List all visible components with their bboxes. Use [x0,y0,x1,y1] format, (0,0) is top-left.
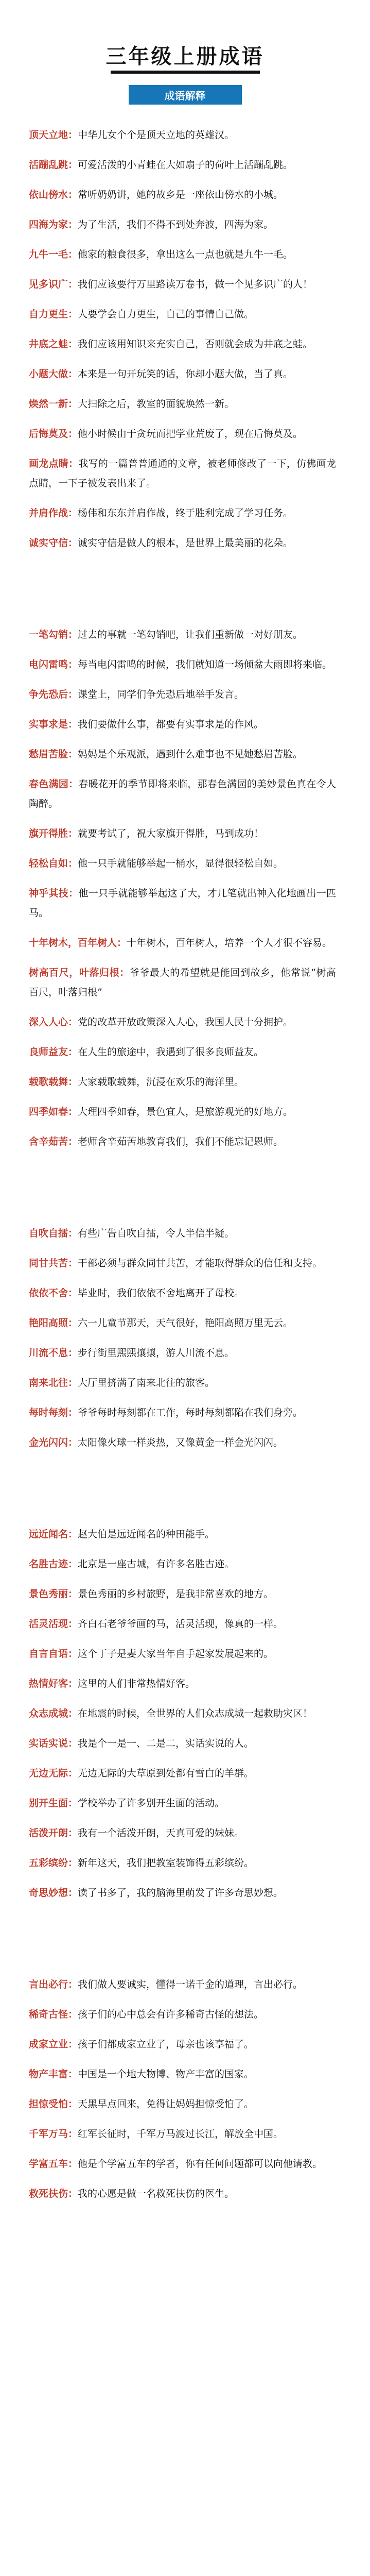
idiom-colon: ： [68,159,78,171]
idiom-definition: 春暖花开的季节即将来临，那春色满园的美妙景色真在令人陶醉。 [29,778,336,809]
idiom-term: 一笔勾销 [29,629,68,640]
idiom-term: 春色满园 [29,778,69,790]
idiom-item [29,1853,336,1873]
idiom-definition: 每当电闪雷鸣的时候，我们就知道一场倾盆大雨即将来临。 [78,659,332,670]
idiom-term: 四季如春 [29,1106,68,1117]
idiom-colon: ： [68,888,79,899]
idiom-definition: 我们应该用知识来充实自己，否则就会成为井底之蛙。 [78,338,313,350]
idiom-term: 活蹦乱跳 [29,159,68,171]
idiom-definition: 中华儿女个个是顶天立地的英雄汉。 [78,129,235,141]
idiom-colon: ： [68,428,78,439]
idiom-colon: ： [68,1648,78,1659]
idiom-definition: 这里的人们非常热情好客。 [78,1678,196,1689]
idiom-item [29,1102,336,1122]
idiom-colon: ： [68,1708,78,1719]
idiom-term: 五彩缤纷 [29,1857,68,1869]
idiom-item [29,1403,336,1422]
idiom-item [29,715,336,734]
idiom-item [29,1554,336,1574]
idiom-item [29,2035,336,2054]
idiom-item [29,125,336,145]
idiom-item [29,963,336,1002]
idiom-item [29,2005,336,2024]
idiom-term: 川流不息 [29,1347,68,1359]
idiom-definition: 天黑早点回来，免得让妈妈担惊受怕了。 [78,2098,254,2110]
idiom-colon: ： [68,1827,78,1839]
idiom-item [29,824,336,843]
idiom-colon: ： [68,828,78,839]
idiom-colon: ： [68,1529,78,1540]
idiom-colon: ： [68,1588,78,1600]
idiom-colon: ： [68,1106,78,1117]
idiom-definition: 他家的粮食很多，拿出这么一点也就是九牛一毛。 [78,249,293,260]
idiom-colon: ： [68,1798,78,1809]
idiom-colon: ： [68,338,78,350]
idiom-item [29,1883,336,1903]
idiom-item [29,1704,336,1723]
idiom-term: 同甘共苦 [29,1258,68,1269]
idiom-term: 千军万马 [29,2128,68,2140]
idiom-term: 担惊受怕 [29,2098,68,2110]
idiom-item [29,1975,336,1994]
idiom-colon: ： [68,507,78,519]
idiom-term: 实事求是 [29,719,68,730]
idiom-item [29,503,336,523]
idiom-colon: ： [68,458,79,469]
idiom-colon: ： [68,537,78,549]
idiom-term: 见多识广 [29,279,68,290]
group-gap [29,1913,336,1975]
idiom-colon: ： [68,2128,78,2140]
idiom-colon: ： [68,368,78,380]
idiom-colon: ： [68,2158,78,2170]
idiom-definition: 诚实守信是做人的根本，是世界上最美丽的花朵。 [78,537,293,549]
idiom-item [29,275,336,294]
idiom-item [29,533,336,553]
idiom-term: 画龙点睛 [29,458,69,469]
idiom-term: 轻松自如 [29,858,68,869]
idiom-colon: ： [68,398,78,410]
idiom-term: 别开生面 [29,1798,68,1809]
idiom-item [29,655,336,674]
idiom-colon: ： [68,1768,78,1779]
idiom-definition: 我是个一是一、二是二，实话实说的人。 [78,1738,254,1749]
idiom-term: 九牛一毛 [29,249,68,260]
idiom-definition: 大厅里挤满了南来北往的旅客。 [78,1377,215,1388]
idiom-definition: 人要学会自力更生，自己的事情自己做。 [78,309,254,320]
idiom-term: 载歌载舞 [29,1076,68,1088]
idiom-item [29,774,336,814]
idiom-definition: 十年树木，百年树人，培养一个人才很不容易。 [127,937,332,948]
idiom-colon: ： [68,858,78,869]
idiom-definition: 这个丁子是妻大家当年自手起家发展起来的。 [78,1648,274,1659]
idiom-term: 依山傍水 [29,189,68,200]
group-gap [29,563,336,625]
idiom-colon: ： [117,937,127,948]
idiom-definition: 学校举办了许多别开生面的活动。 [78,1798,225,1809]
page-title: 三年级上册成语 [105,45,265,69]
idiom-colon: ： [68,778,79,790]
idiom-colon: ： [68,1407,78,1418]
idiom-item [29,1313,336,1333]
idiom-definition: 在地震的时候，全世界的人们众志成城一起救助灾区！ [78,1708,313,1719]
idiom-definition: 他小时候由于贪玩而把学业荒废了，现在后悔莫及。 [78,428,303,439]
idiom-colon: ： [68,129,78,141]
idiom-definition: 赵大伯是远近闻名的种田能手。 [78,1529,215,1540]
idiom-item [29,215,336,234]
idiom-item [29,304,336,324]
idiom-definition: 红军长征时，千军万马渡过长江，解放全中国。 [78,2128,284,2140]
idiom-colon: ： [119,967,130,978]
idiom-definition: 六一儿童节那天，天气很好，艳阳高照万里无云。 [78,1317,293,1329]
idiom-term: 电闪雷鸣 [29,659,68,670]
idiom-definition: 他一只手就能够举起一桶水，显得很轻松自如。 [78,858,284,869]
idiom-item [29,1644,336,1664]
idiom-term: 旗开得胜 [29,828,68,839]
idiom-item [29,884,336,923]
idiom-item [29,454,336,493]
idiom-colon: ： [68,659,78,670]
section-banner: 成语解释 [129,85,242,105]
idiom-colon: ： [68,2039,78,2050]
idiom-item [29,1734,336,1753]
idiom-item [29,424,336,444]
group-gap [29,1162,336,1224]
idiom-term: 诚实守信 [29,537,68,549]
idiom-term: 远近闻名 [29,1529,68,1540]
idiom-term: 含辛茹苦 [29,1136,68,1147]
idiom-definition: 无边无际的大草原到处都有雪白的羊群。 [78,1768,254,1779]
idiom-item [29,185,336,205]
idiom-definition: 课堂上，同学们争先恐后地举手发言。 [78,689,244,700]
idiom-colon: ： [68,2069,78,2080]
idiom-colon: ： [68,1076,78,1088]
idiom-term: 四海为家 [29,219,68,230]
idiom-colon: ： [68,1979,78,1990]
idiom-colon: ： [68,1228,78,1239]
idiom-item [29,394,336,414]
idiom-colon: ： [68,1618,78,1630]
idiom-list [29,125,336,2204]
idiom-term: 南来北往 [29,1377,68,1388]
idiom-definition: 大理四季如春，景色宜人，是旅游观光的好地方。 [78,1106,293,1117]
idiom-term: 景色秀丽 [29,1588,68,1600]
idiom-item [29,1343,336,1363]
idiom-item [29,1373,336,1393]
idiom-colon: ： [68,279,78,290]
idiom-definition: 本来是一句开玩笑的话，你却小题大做，当了真。 [78,368,293,380]
idiom-definition: 他是个学富五车的学者，你有任何问题都可以向他请教。 [78,2158,323,2170]
idiom-definition: 在人生的旅途中，我遇到了很多良师益友。 [78,1046,264,1058]
idiom-term: 学富五车 [29,2158,68,2170]
idiom-definition: 杨伟和东东并肩作战，终于胜利完成了学习任务。 [78,507,293,519]
idiom-term: 小题大做 [29,368,68,380]
idiom-term: 后悔莫及 [29,428,68,439]
title-underline [111,71,260,74]
idiom-item [29,685,336,704]
idiom-definition: 中国是一个地大物博、物产丰富的国家。 [78,2069,254,2080]
idiom-colon: ： [68,1317,78,1329]
idiom-term: 焕然一新 [29,398,68,410]
idiom-term: 成家立业 [29,2039,68,2050]
idiom-definition: 齐白石老爷爷画的马，活灵活现，像真的一样。 [78,1618,284,1630]
idiom-term: 争先恐后 [29,689,68,700]
idiom-colon: ： [68,1287,78,1299]
idiom-definition: 北京是一座古城，有许多名胜古迹。 [78,1558,235,1570]
idiom-item [29,1793,336,1813]
idiom-definition: 孩子们都成家立业了，母亲也该享福了。 [78,2039,254,2050]
idiom-item [29,155,336,175]
idiom-definition: 毕业时，我们依依不舍地离开了母校。 [78,1287,244,1299]
idiom-term: 活灵活现 [29,1618,68,1630]
idiom-definition: 新年这天，我们把教室装饰得五彩缤纷。 [78,1857,254,1869]
idiom-item [29,1674,336,1693]
idiom-colon: ： [68,2188,78,2199]
idiom-definition: 妈妈是个乐观派，遇到什么难事也不见她愁眉苦脸。 [78,749,303,760]
idiom-definition: 党的改革开放政策深入人心，我国人民十分拥护。 [78,1016,293,1028]
idiom-term: 自吹自擂 [29,1228,68,1239]
idiom-term: 自力更生 [29,309,68,320]
idiom-colon: ： [68,749,78,760]
idiom-colon: ： [68,1136,78,1147]
idiom-item [29,1433,336,1452]
idiom-definition: 我的心愿是做一名救死扶伤的医生。 [78,2188,235,2199]
idiom-definition: 爷爷每时每刻都在工作，每时每刻都陷在我们身旁。 [78,1407,303,1418]
idiom-term: 稀奇古怪 [29,2009,68,2020]
idiom-colon: ： [68,2098,78,2110]
idiom-colon: ： [68,189,78,200]
idiom-colon: ： [68,629,78,640]
idiom-item [29,2094,336,2114]
idiom-term: 奇思妙想 [29,1887,68,1899]
idiom-item [29,854,336,873]
idiom-colon: ： [68,1016,78,1028]
idiom-term: 愁眉苦脸 [29,749,68,760]
idiom-definition: 太阳像火球一样炎热，又像黄金一样金光闪闪。 [78,1437,284,1448]
idiom-colon: ： [68,719,78,730]
idiom-item [29,1224,336,1243]
idiom-definition: 老师含辛茹苦地教育我们，我们不能忘记恩师。 [78,1136,284,1147]
idiom-item [29,364,336,384]
idiom-definition: 我们应该要行万里路读万卷书，做一个见多识广的人！ [78,279,313,290]
idiom-term: 实话实说 [29,1738,68,1749]
idiom-definition: 我写的一篇普普通通的文章，被老师修改了一下，仿佛画龙点睛，一下子被发表出来了。 [29,458,336,489]
title-block [0,0,370,105]
idiom-item [29,1764,336,1783]
idiom-definition: 孩子们的心中总会有许多稀奇古怪的想法。 [78,2009,264,2020]
idiom-term: 物产丰富 [29,2069,68,2080]
idiom-definition: 读了书多了，我的脑海里萌发了许多奇思妙想。 [78,1887,284,1899]
idiom-term: 自言自语 [29,1648,68,1659]
idiom-item [29,933,336,953]
idiom-definition: 可爱活泼的小青蛙在大如扇子的荷叶上活蹦乱跳。 [78,159,293,171]
idiom-term: 良师益友 [29,1046,68,1058]
idiom-definition: 我有一个活泼开朗，天真可爱的妹妹。 [78,1827,244,1839]
idiom-item [29,1283,336,1303]
idiom-colon: ： [68,1046,78,1058]
idiom-term: 井底之蛙 [29,338,68,350]
idiom-colon: ： [68,219,78,230]
idiom-term: 救死扶伤 [29,2188,68,2199]
idiom-definition: 步行街里熙熙攘攘，游人川流不息。 [78,1347,235,1359]
idiom-term: 活泼开朗 [29,1827,68,1839]
idiom-definition: 爷爷最大的希望就是能回到故乡，他常说“树高百尺，叶落归根” [29,967,336,998]
idiom-item [29,245,336,264]
idiom-definition: 他一只手就能够举起这了大，才几笔就出神入化地画出一匹马。 [29,888,336,919]
idiom-term: 热情好客 [29,1678,68,1689]
idiom-term: 金光闪闪 [29,1437,68,1448]
idiom-item [29,1524,336,1544]
idiom-colon: ： [68,249,78,260]
idiom-item [29,2124,336,2144]
idiom-colon: ： [68,1437,78,1448]
idiom-item [29,1042,336,1062]
idiom-term: 并肩作战 [29,507,68,519]
idiom-item [29,334,336,354]
idiom-item [29,1132,336,1151]
idiom-item [29,2154,336,2174]
idiom-definition: 大家载歌载舞，沉浸在欢乐的海洋里。 [78,1076,244,1088]
idiom-item [29,1614,336,1634]
idiom-term: 每时每刻 [29,1407,68,1418]
idiom-term: 十年树木，百年树人 [29,937,117,948]
idiom-definition: 常听奶奶讲，她的故乡是一座依山傍水的小城。 [78,189,284,200]
idiom-colon: ： [68,1887,78,1899]
group-gap [29,1463,336,1524]
idiom-colon: ： [68,1678,78,1689]
idiom-term: 依依不舍 [29,1287,68,1299]
idiom-term: 深入人心 [29,1016,68,1028]
idiom-colon: ： [68,1258,78,1269]
idiom-definition: 过去的事就一笔勾销吧，让我们重新做一对好朋友。 [78,629,303,640]
idiom-definition: 有些广告自吹自擂，令人半信半疑。 [78,1228,235,1239]
idiom-definition: 景色秀丽的乡村旅野，是我非常喜欢的地方。 [78,1588,274,1600]
idiom-term: 众志成城 [29,1708,68,1719]
idiom-term: 艳阳高照 [29,1317,68,1329]
idiom-colon: ： [68,1377,78,1388]
idiom-definition: 就要考试了，祝大家旗开得胜，马到成功！ [78,828,264,839]
idiom-item [29,744,336,764]
idiom-term: 名胜古迹 [29,1558,68,1570]
idiom-item [29,625,336,645]
idiom-item [29,1584,336,1604]
idiom-colon: ： [68,1738,78,1749]
idiom-item [29,1012,336,1032]
idiom-definition: 大扫除之后，教室的面貌焕然一新。 [78,398,235,410]
idiom-term: 无边无际 [29,1768,68,1779]
idiom-item [29,2064,336,2084]
idiom-definition: 为了生活，我们不得不到处奔波，四海为家。 [78,219,274,230]
idiom-item [29,1253,336,1273]
idiom-colon: ： [68,309,78,320]
idiom-colon: ： [68,689,78,700]
idiom-colon: ： [68,1558,78,1570]
idiom-colon: ： [68,2009,78,2020]
idiom-colon: ： [68,1347,78,1359]
idiom-definition: 干部必须与群众同甘共苦，才能取得群众的信任和支持。 [78,1258,323,1269]
idiom-definition: 我们要做什么事，都要有实事求是的作风。 [78,719,264,730]
idiom-term: 言出必行 [29,1979,68,1990]
idiom-definition: 我们做人要诚实，懂得一诺千金的道理，言出必行。 [78,1979,303,1990]
idiom-item [29,1823,336,1843]
idiom-term: 顶天立地 [29,129,68,141]
idiom-term: 神乎其技 [29,888,69,899]
idiom-colon: ： [68,1857,78,1869]
idiom-item [29,2184,336,2204]
idiom-item [29,1072,336,1092]
idiom-term: 树高百尺，叶落归根 [29,967,120,978]
